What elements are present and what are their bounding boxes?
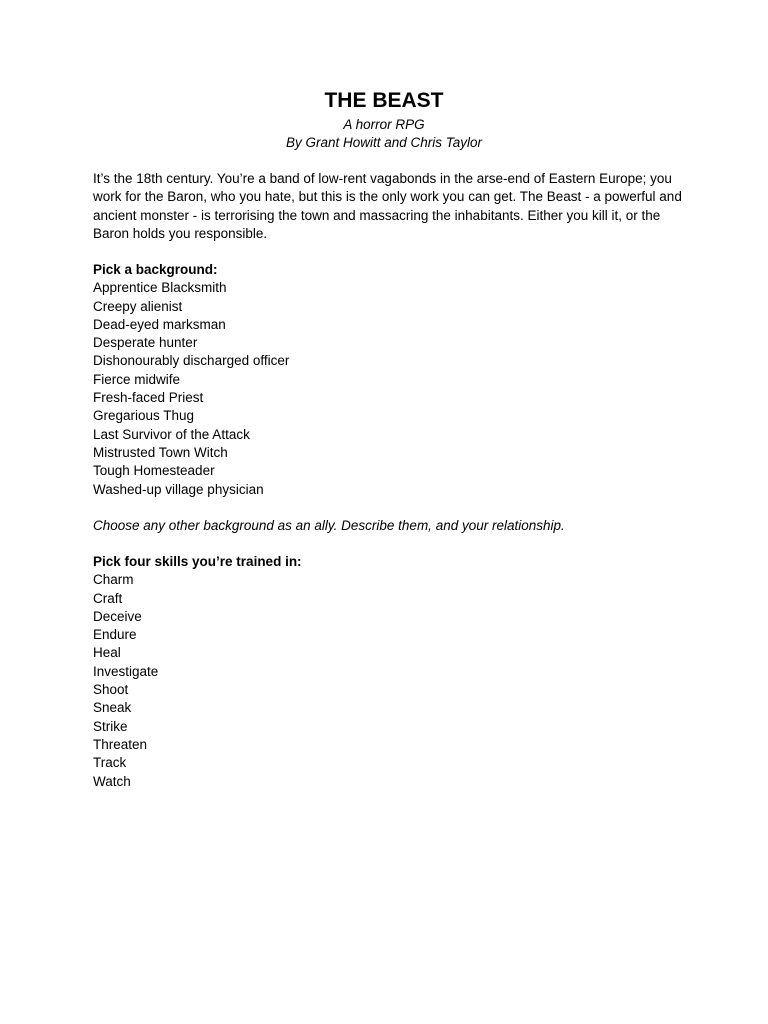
skills-section <box>93 553 683 791</box>
skill-item: Endure <box>93 627 137 643</box>
background-item: Gregarious Thug <box>93 408 195 424</box>
skill-item: Charm <box>93 572 134 588</box>
skill-item: Threaten <box>93 736 148 752</box>
background-item: Desperate hunter <box>93 335 198 351</box>
background-item: Dead-eyed marksman <box>93 316 226 332</box>
skill-item: Investigate <box>93 663 159 679</box>
skill-item: Watch <box>93 773 131 789</box>
background-item: Last Survivor of the Attack <box>93 426 250 442</box>
background-item: Creepy alienist <box>93 298 183 314</box>
background-item: Washed-up village physician <box>93 481 264 497</box>
intro-paragraph: It’s the 18th century. You’re a band of low-rent vagabonds in the arse-end of Eastern Europe; you work for the Baron, who you hate, but this is the only work you can get. The Beast - a powerful and ancient monster - is terrorising the town and massacring the inhabitants. Either you kill it, or the Baron holds you responsible. <box>93 171 682 241</box>
skill-item: Track <box>93 755 127 771</box>
skill-item: Shoot <box>93 682 129 698</box>
background-item: Apprentice Blacksmith <box>93 280 227 296</box>
skills-list <box>93 571 683 791</box>
skill-item: Sneak <box>93 700 132 716</box>
page-title: THE BEAST <box>324 89 444 112</box>
background-item: Dishonourably discharged officer <box>93 353 290 369</box>
background-item: Tough Homesteader <box>93 463 215 479</box>
background-list <box>93 279 683 499</box>
skill-item: Heal <box>93 645 121 661</box>
background-item: Fresh-faced Priest <box>93 390 204 406</box>
skill-item: Strike <box>93 718 128 734</box>
background-heading: Pick a background: <box>93 262 218 277</box>
skill-item: Craft <box>93 590 123 606</box>
background-item: Mistrusted Town Witch <box>93 444 228 460</box>
subtitle: A horror RPG <box>343 117 425 132</box>
byline: By Grant Howitt and Chris Taylor <box>285 135 483 150</box>
ally-note: Choose any other background as an ally. Describe them, and your relationship. <box>93 518 565 533</box>
skill-item: Deceive <box>93 608 142 624</box>
background-section <box>93 261 683 499</box>
skills-heading: Pick four skills you’re trained in: <box>93 554 302 569</box>
background-item: Fierce midwife <box>93 371 181 387</box>
